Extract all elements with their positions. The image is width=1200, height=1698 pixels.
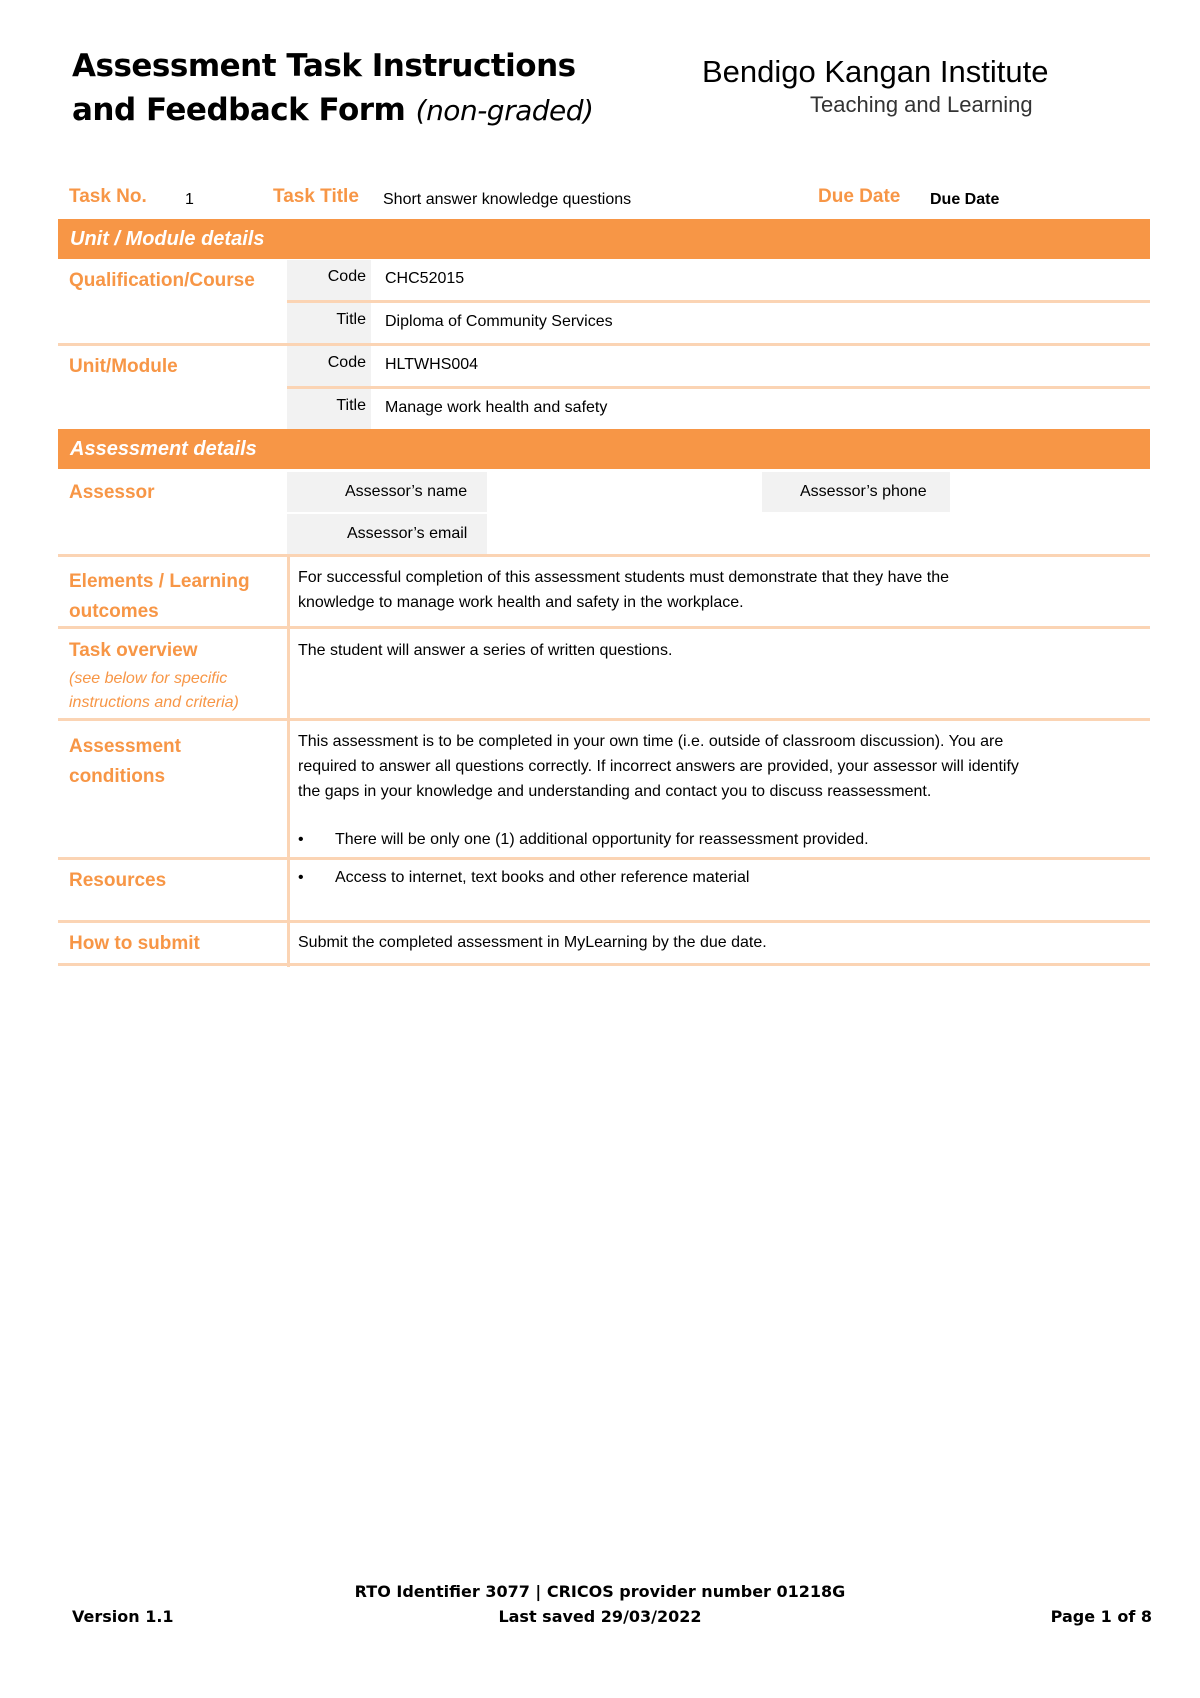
- due-date-value: Due Date: [930, 191, 1000, 208]
- task-no-value: 1: [185, 191, 194, 208]
- footer-last-saved: Last saved 29/03/2022: [498, 1607, 702, 1626]
- title-note: (non-graded): [415, 94, 594, 127]
- due-date-label: Due Date: [818, 186, 901, 207]
- unit-code: HLTWHS004: [385, 356, 479, 373]
- resources-bullet: • Access to internet, text books and other reference material: [298, 865, 1118, 890]
- task-overview-note: (see below for specific instructions and criteria): [69, 670, 239, 711]
- how-to-submit-label: How to submit: [69, 933, 200, 954]
- assessor-label: Assessor: [69, 482, 155, 503]
- bullet-icon: •: [298, 831, 304, 848]
- task-overview-label: Task overview: [69, 640, 198, 661]
- unit-module-label: Unit/Module: [69, 356, 178, 377]
- footer-page-number: Page 1 of 8: [1050, 1607, 1152, 1626]
- task-title-value: Short answer knowledge questions: [383, 191, 632, 208]
- task-overview-text: The student will answer a series of written questions.: [298, 642, 673, 659]
- qualification-title: Diploma of Community Services: [385, 313, 613, 330]
- qualification-label: Qualification/Course: [69, 270, 255, 291]
- elements-label: Elements / Learning outcomes: [69, 571, 250, 622]
- conditions-bullet: • There will be only one (1) additional opportunity for reassessment provided.: [298, 827, 1118, 852]
- assessment-details-heading: Assessment details: [58, 429, 1150, 469]
- document-title: [72, 44, 593, 133]
- unit-title: Manage work health and safety: [385, 399, 608, 416]
- footer-rto: RTO Identifier 3077 | CRICOS provider number 01218G: [354, 1582, 846, 1601]
- qualification-title-label: Title: [336, 311, 366, 328]
- qualification-code-label: Code: [327, 268, 366, 285]
- assessor-phone-label: Assessor’s phone: [800, 483, 927, 500]
- assessor-email-label: Assessor’s email: [347, 525, 468, 542]
- unit-details-heading: Unit / Module details: [58, 219, 1150, 259]
- unit-title-label: Title: [336, 397, 366, 414]
- org-name: Bendigo Kangan Institute: [702, 54, 1049, 89]
- org-subtitle: Teaching and Learning: [810, 92, 1033, 117]
- assessor-name-label: Assessor’s name: [345, 483, 468, 500]
- assessment-conditions-label: Assessment conditions: [69, 736, 181, 787]
- qualification-code: CHC52015: [385, 270, 465, 287]
- how-to-submit-text: Submit the completed assessment in MyLearning by the due date.: [298, 934, 767, 951]
- unit-code-label: Code: [327, 354, 366, 371]
- resources-label: Resources: [69, 870, 167, 891]
- title-line-2: and Feedback Form (non-graded): [72, 92, 594, 128]
- task-no-label: Task No.: [69, 186, 147, 207]
- footer-version: Version 1.1: [72, 1607, 174, 1626]
- bullet-icon: •: [298, 869, 304, 886]
- assessment-conditions-text: This assessment is to be completed in your own time (i.e. outside of classroom discussion). You are required to answer all questions correctly. If incorrect answers are provided, your assessor will identify the gaps in your knowledge and understanding and contact you to discuss reassessment.: [298, 733, 1019, 800]
- elements-text: For successful completion of this assessment students must demonstrate that they have the knowledge to manage work health and safety in the workplace.: [298, 569, 949, 611]
- title-line-1: Assessment Task Instructions: [72, 48, 576, 84]
- task-title-label: Task Title: [273, 186, 359, 207]
